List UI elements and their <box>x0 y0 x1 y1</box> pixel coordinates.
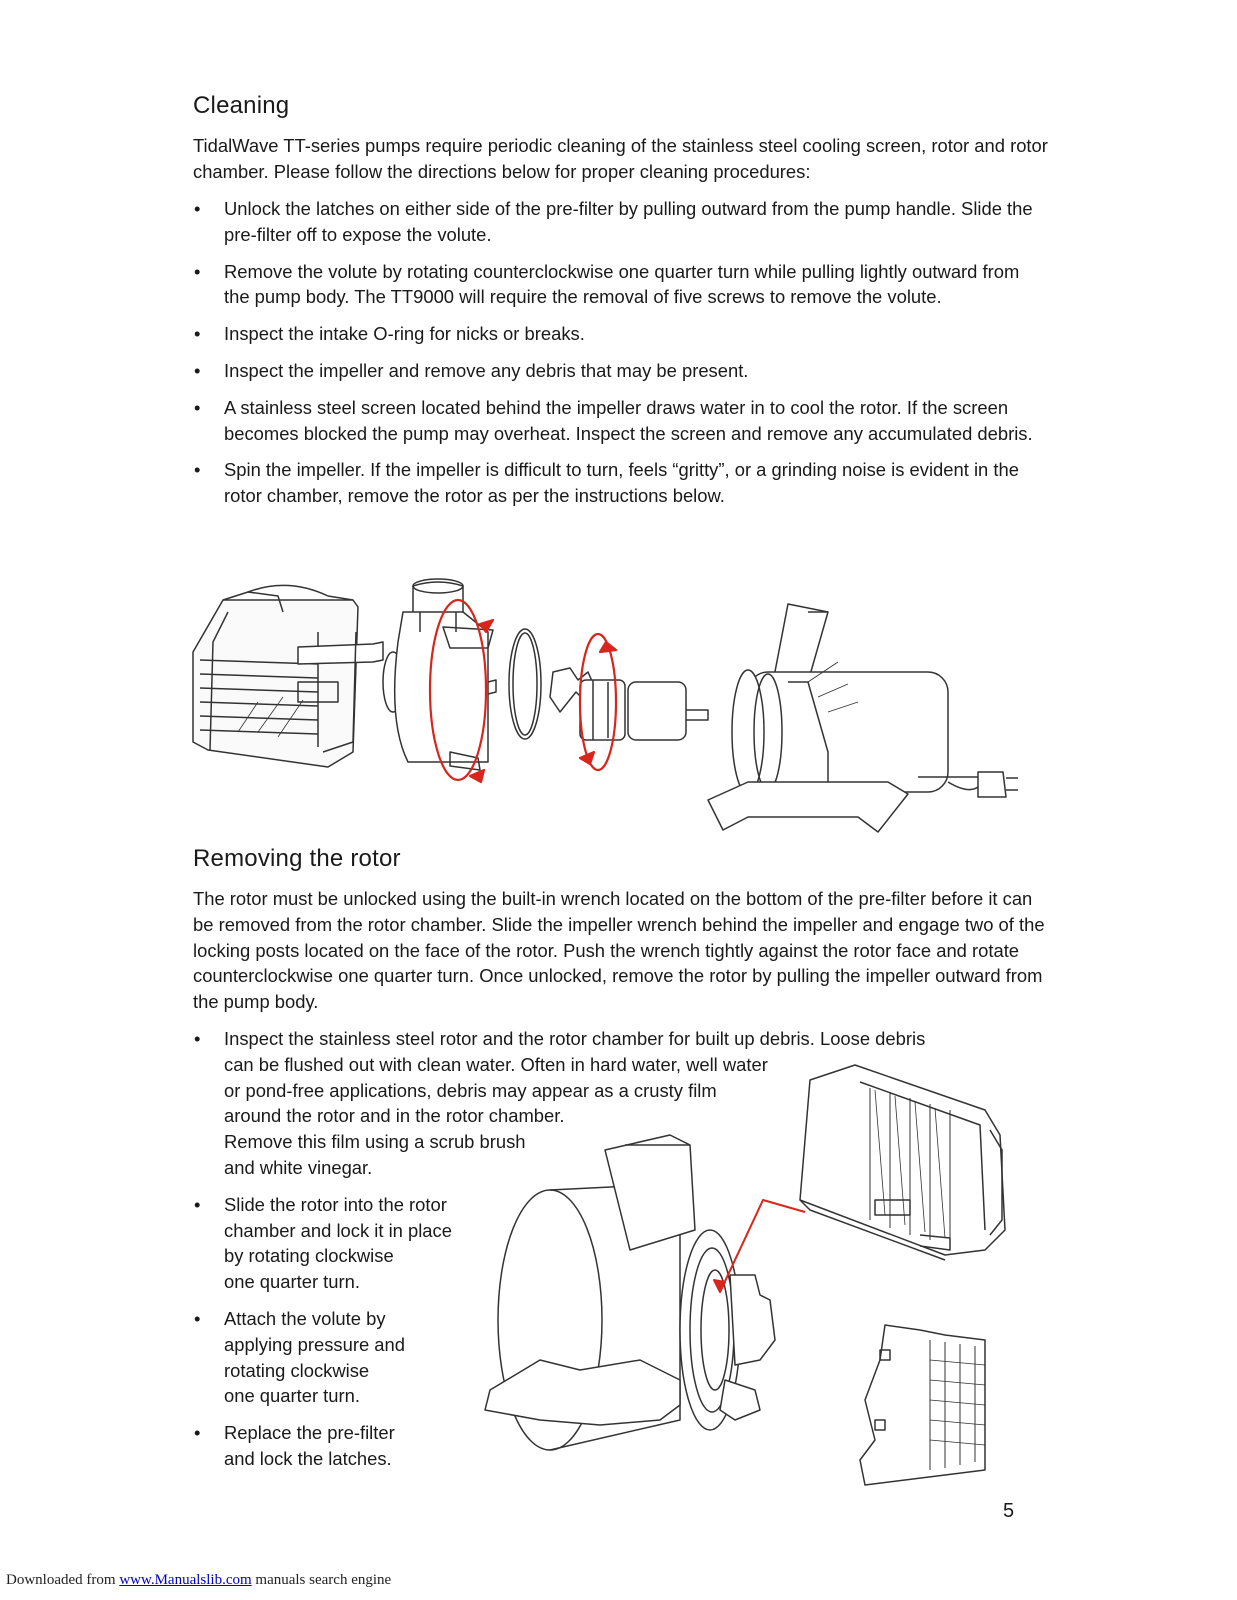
list-item <box>193 1306 1013 1409</box>
exploded-pump-diagram <box>188 572 1038 842</box>
motor-body-illustration <box>708 604 1018 832</box>
list-item-line: • Attach the volute by <box>224 1307 386 1329</box>
list-item: • Unlock the latches on either side of the pre-filter by pulling outward from the pump handle. Slide the pre-filter off to expose the volute. <box>193 196 1043 248</box>
list-item-line: and lock the latches. <box>224 1447 392 1469</box>
cleaning-intro: TidalWave TT-series pumps require periodic cleaning of the stainless steel cooling screen, rotor and rotor chamber. Please follow the directions below for proper cleaning procedures: <box>193 135 1048 182</box>
o-ring-illustration <box>509 629 541 739</box>
list-item-line: • Inspect the stainless steel rotor and the rotor chamber for built up debris. Loose debris <box>224 1028 926 1049</box>
list-item-line: Remove this film using a scrub brush <box>224 1131 526 1153</box>
list-item-line: rotating clockwise <box>224 1359 370 1381</box>
rotor-steps-list <box>193 1026 1013 1483</box>
list-item-line: chamber and lock it in place <box>224 1219 452 1241</box>
footer-prefix: Downloaded from <box>6 1572 120 1588</box>
volute-illustration <box>383 579 496 770</box>
cleaning-heading: Cleaning <box>193 92 290 119</box>
list-item-line: applying pressure and <box>224 1333 405 1355</box>
impeller-rotor-illustration <box>550 668 708 740</box>
removing-rotor-intro: The rotor must be unlocked using the built-in wrench located on the bottom of the pre-filter before it can be removed from the rotor chamber. Slide the impeller wrench behind the impeller and engage two of the locking posts located on the face of the rotor. Push the wrench tightly against the rotor face and rotate counterclockwise one quarter turn. Once unlocked, remove the rotor by pulling the impeller outward from the pump body. <box>193 888 1045 1013</box>
list-item-line: • Slide the rotor into the rotor <box>224 1193 447 1215</box>
list-item-line: one quarter turn. <box>224 1385 360 1407</box>
list-item-line: and white vinegar. <box>224 1156 373 1178</box>
list-item: • Inspect the intake O-ring for nicks or breaks. <box>193 321 1043 347</box>
list-item: • Spin the impeller. If the impeller is difficult to turn, feels “gritty”, or a grinding noise is evident in the rotor chamber, remove the rotor as per the instructions below. <box>193 457 1043 509</box>
list-item: • Inspect the impeller and remove any debris that may be present. <box>193 358 1043 384</box>
list-item: • Remove the volute by rotating counterclockwise one quarter turn while pulling lightly outward from the pump body. The TT9000 will require the removal of five screws to remove the volute. <box>193 259 1043 311</box>
footer-suffix: manuals search engine <box>251 1572 392 1588</box>
list-item-line: by rotating clockwise <box>224 1245 394 1267</box>
list-item-line: • Replace the pre-filter <box>224 1422 395 1444</box>
manualslib-link[interactable]: www.Manualslib.com <box>119 1572 252 1588</box>
pre-filter-illustration <box>193 585 383 767</box>
list-item <box>193 1026 1013 1181</box>
list-item-line: or pond-free applications, debris may appear as a crusty film <box>224 1079 717 1101</box>
list-item-line: one quarter turn. <box>224 1271 360 1293</box>
list-item-line: around the rotor and in the rotor chamber. <box>224 1105 565 1127</box>
list-item <box>193 1420 1013 1472</box>
list-item-line: can be flushed out with clean water. Often in hard water, well water <box>224 1053 768 1075</box>
download-footer <box>6 1572 391 1589</box>
removing-rotor-heading: Removing the rotor <box>193 845 401 872</box>
page-number: 5 <box>1003 1500 1015 1522</box>
cleaning-steps-list <box>193 196 1043 520</box>
list-item: • A stainless steel screen located behind the impeller draws water in to cool the rotor. If the screen becomes blocked the pump may overheat. Inspect the screen and remove any accumulated debris. <box>193 395 1043 447</box>
list-item <box>193 1192 1013 1295</box>
